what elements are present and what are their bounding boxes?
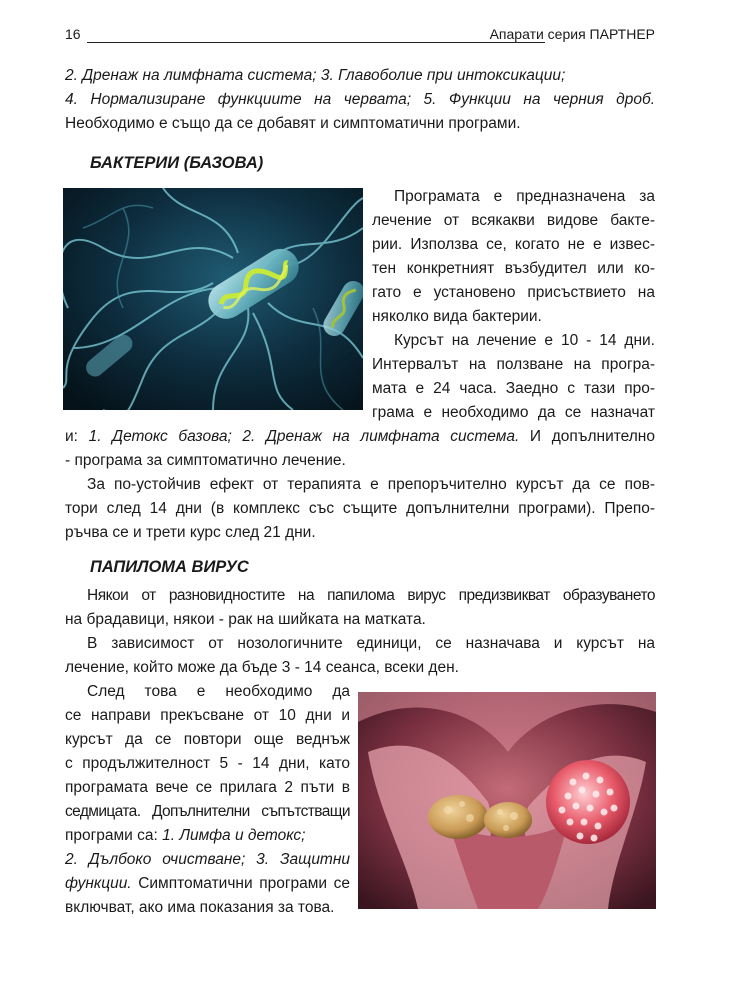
text-line: с продължителност 5 - 14 дни, като xyxy=(65,755,350,772)
text-line: и: 1. Детокс базова; 2. Дренаж на лимфната система. И допълнително xyxy=(65,428,655,445)
text-line: рии. Използва се, когато не е извес- xyxy=(372,236,655,253)
text-line: ръчва се и трети курс след 21 дни. xyxy=(65,524,316,541)
text-line: лечение от всякакви видове бакте- xyxy=(372,212,655,229)
text-line: няколко вида бактерии. xyxy=(372,308,542,325)
papilloma-virus-image xyxy=(358,692,656,909)
text-line: Курсът на лечение е 10 - 14 дни. xyxy=(394,332,655,349)
text-line: на брадавици, някои - рак на шийката на матката. xyxy=(65,611,426,628)
series-title: Апарати серия ПАРТНЕР xyxy=(489,26,655,42)
text-line: След това е необходимо да xyxy=(87,683,350,700)
bacteria-image xyxy=(63,188,363,410)
hpv-left-column xyxy=(65,680,350,920)
text-line: Интервалът на ползване на програ- xyxy=(372,356,655,373)
bacteria-paragraph xyxy=(65,425,655,545)
text-line: 2. Дълбоко очистване; 3. Защитни xyxy=(65,851,350,868)
text-line: Програмата е предназначена за xyxy=(394,188,655,205)
text-line: тори след 14 дни (в комплекс със същите допълнителни програми). Препо- xyxy=(65,500,655,517)
text-line: В зависимост от нозологичните единици, се назначава и курсът на xyxy=(87,635,655,652)
page-header xyxy=(65,24,655,46)
section-heading-bacteria: БАКТЕРИИ (БАЗОВА) xyxy=(90,154,264,172)
text-line: лечение, който може да бъде 3 - 14 сеанса, всеки ден. xyxy=(65,659,459,676)
text-line: функции. Симптоматични програми се xyxy=(65,875,350,892)
text-line: мата е 24 часа. Заедно с тази про- xyxy=(372,380,655,397)
header-rule xyxy=(87,42,545,43)
text-line: грама е необходимо да се назначат xyxy=(372,404,655,421)
page-number: 16 xyxy=(65,26,81,42)
intro-line: 4. Нормализиране функциите на червата; 5. Функции на черния дроб. xyxy=(65,91,655,108)
text-line: За по-устойчив ефект от терапията е препоръчително курсът да се пов- xyxy=(87,476,655,493)
text-line: тен конкретният възбудител или ко- xyxy=(372,260,655,277)
section-heading-hpv: ПАПИЛОМА ВИРУС xyxy=(90,558,249,576)
text-line: гато е установено присъствието на xyxy=(372,284,655,301)
intro-paragraph xyxy=(65,64,655,136)
text-line: курсът да се повтори още веднъж xyxy=(65,731,350,748)
text-line: Някои от разновидностите на папилома вирус предизвикват образуването xyxy=(87,587,655,604)
text-line: програмата вече се прилага 2 пъти в xyxy=(65,779,350,796)
text-line: седмицата. Допълнителни съпътстващи xyxy=(65,803,350,820)
intro-line: 2. Дренаж на лимфната система; 3. Главоболие при интоксикации; xyxy=(65,67,566,84)
intro-line: Необходимо е също да се добавят и симптоматични програми. xyxy=(65,115,521,132)
text-line: - програма за симптоматично лечение. xyxy=(65,452,346,469)
bacteria-right-column xyxy=(372,185,655,425)
text-line: програми са: 1. Лимфа и детокс; xyxy=(65,827,306,844)
text-line: се направи прекъсване от 10 дни и xyxy=(65,707,350,724)
text-line: включват, ако има показания за това. xyxy=(65,899,335,916)
hpv-paragraph xyxy=(65,584,655,680)
